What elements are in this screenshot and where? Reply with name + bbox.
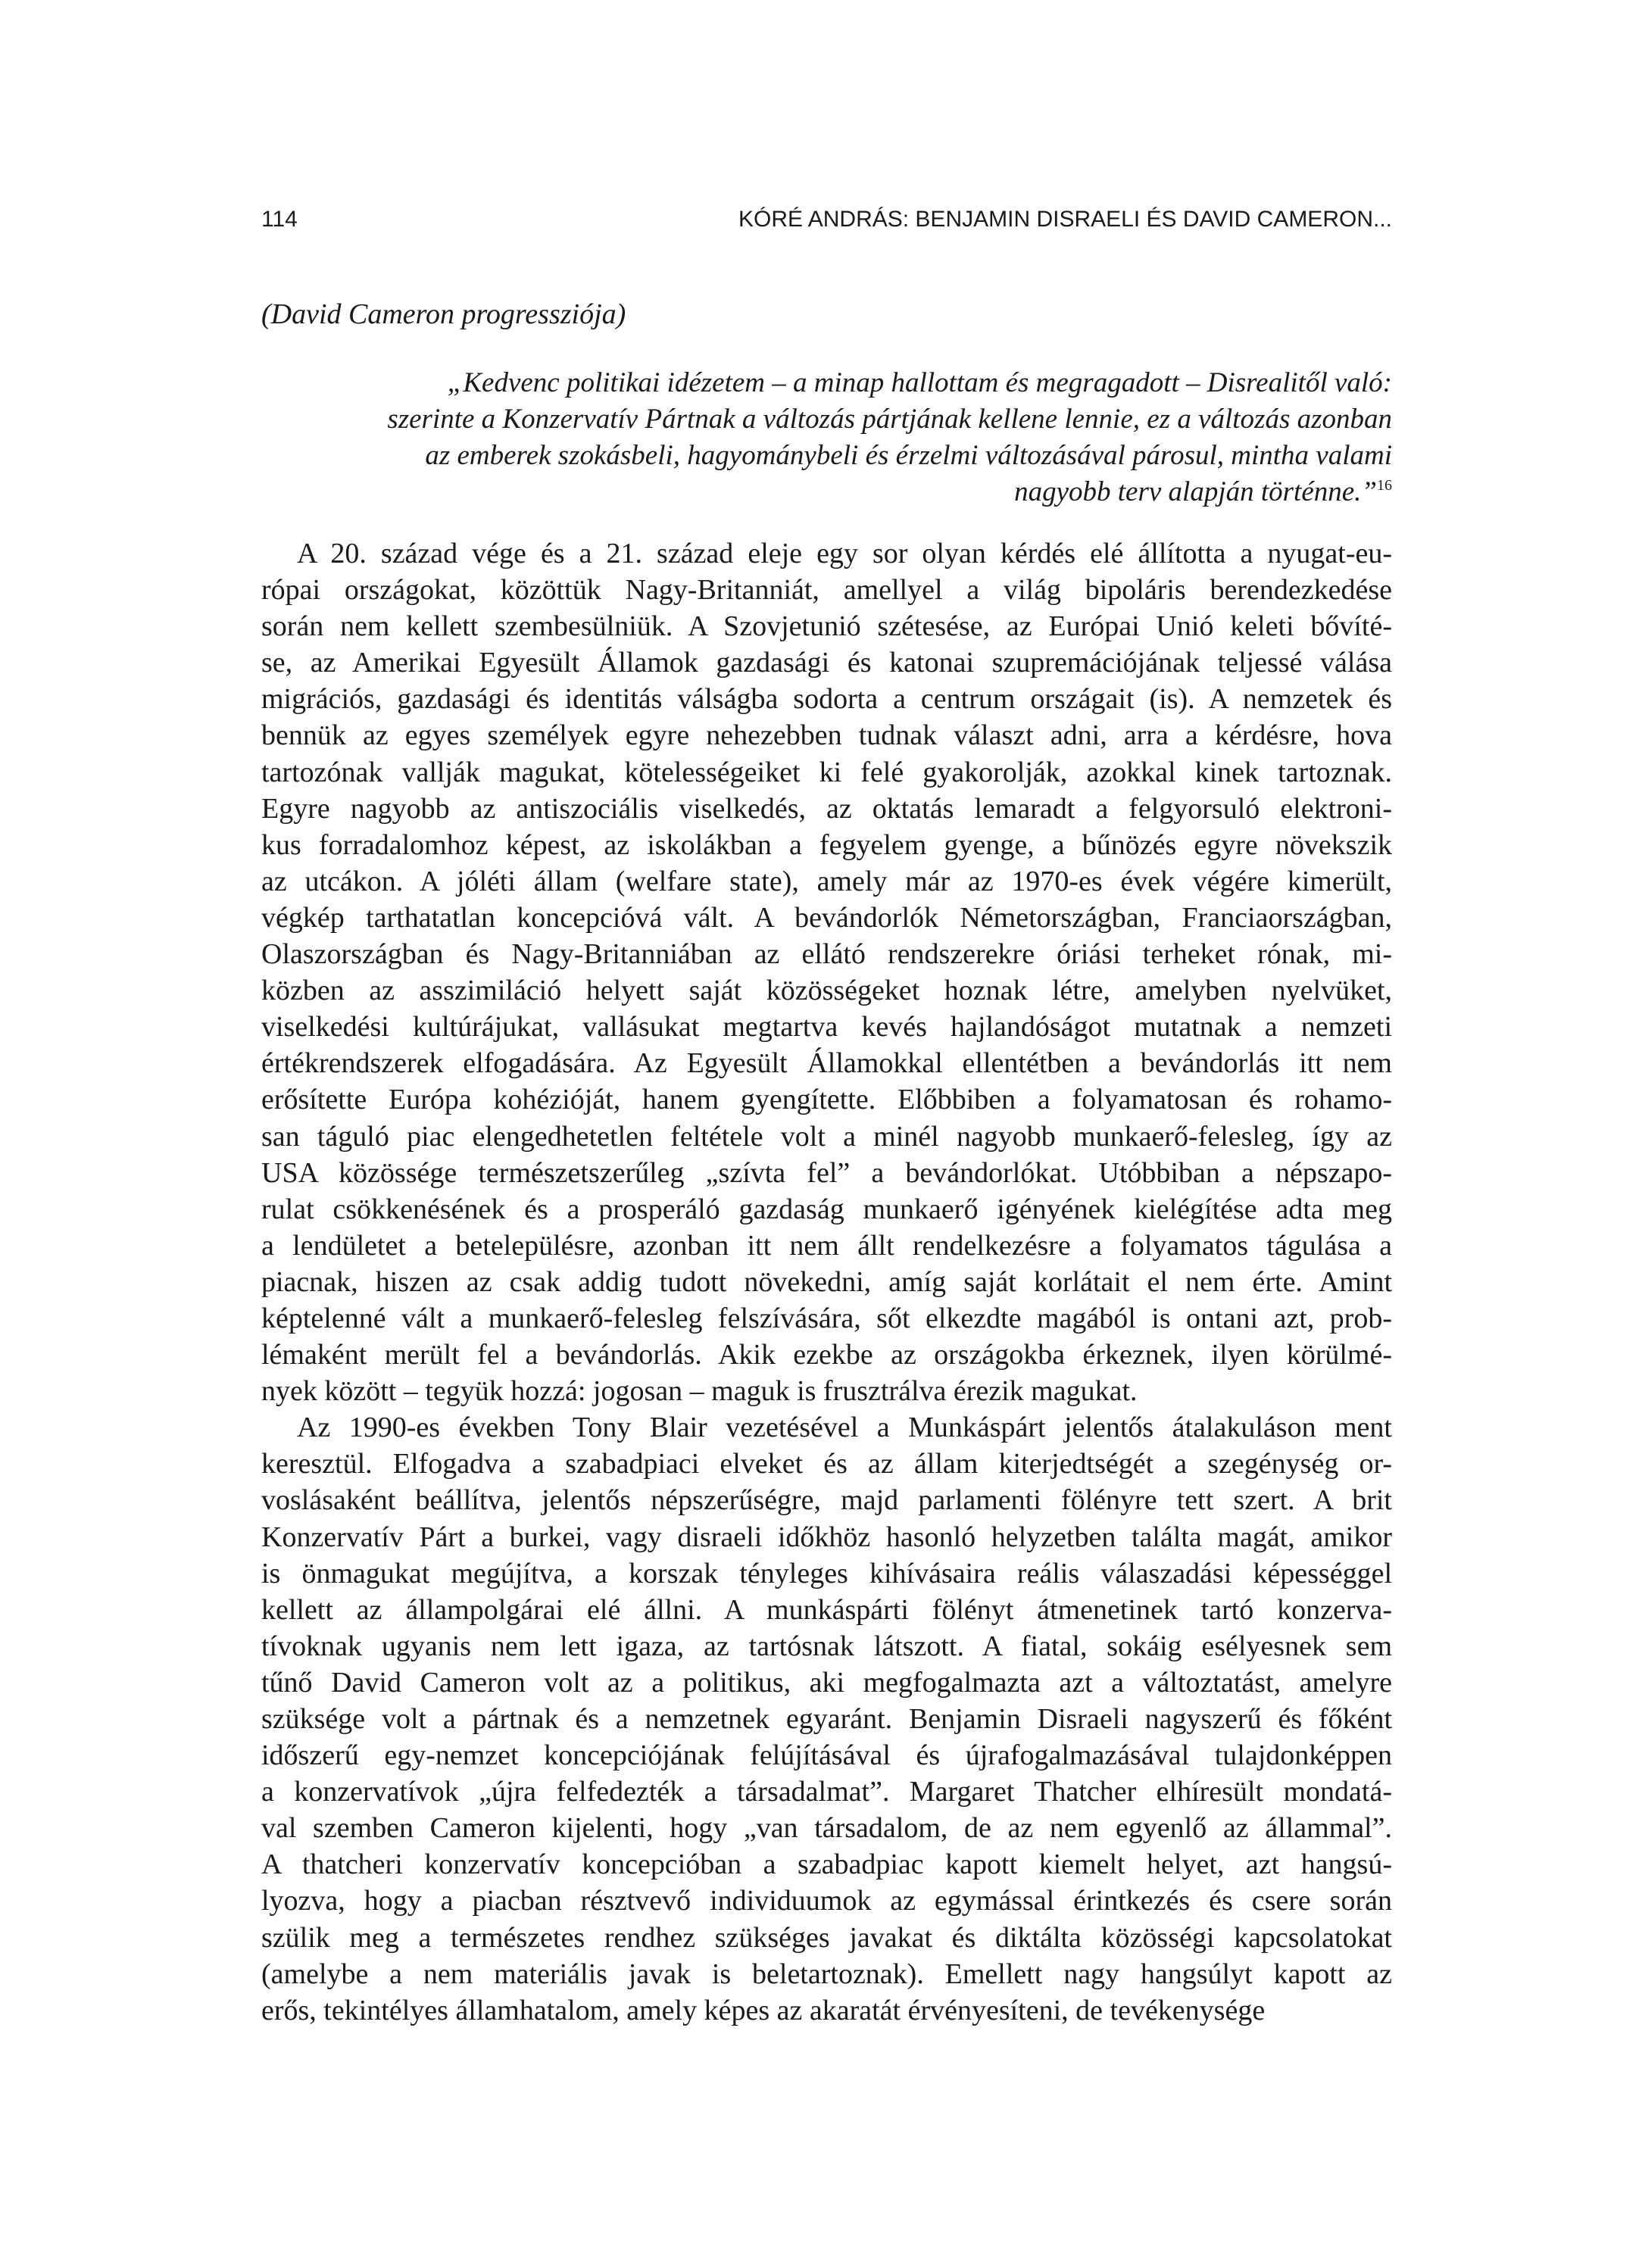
running-header — [261, 207, 1392, 237]
paragraph-line: keresztül. Elfogadva a szabadpiaci elveket és az állam kiterjedtségét a szegénység or- — [261, 1448, 1392, 1480]
paragraph-line: viselkedési kultúrájukat, vallásukat megtartva kevés hajlandóságot mutatnak a nemzeti — [261, 1011, 1392, 1044]
paragraph-line: rulat csökkenésének és a prosperáló gazdaság munkaerő igényének kielégítése adta meg — [261, 1193, 1392, 1225]
paragraph-line: migrációs, gazdasági és identitás válságba sodorta a centrum országait (is). A nemzetek és — [261, 683, 1392, 716]
paragraph-line: Az 1990-es években Tony Blair vezetésével a Munkáspárt jelentős átalakuláson ment — [297, 1412, 1392, 1444]
section-heading: (David Cameron progressziója) — [261, 298, 626, 330]
epigraph-line: az emberek szokásbeli, hagyománybeli és érzelmi változásával párosul, mintha valami — [425, 440, 1392, 471]
paragraph-line: tívoknak ugyanis nem lett igaza, az tartósnak látszott. A fiatal, sokáig esélyesnek sem — [261, 1630, 1392, 1662]
paragraph-line: Egyre nagyobb az antiszociális viselkedés, az oktatás lemaradt a felgyorsuló elektroni- — [261, 792, 1392, 825]
paragraph-line: se, az Amerikai Egyesült Államok gazdasági és katonai szupremációjának teljessé válása — [261, 647, 1392, 679]
epigraph-line: „Kedvenc politikai idézetem – a minap hallottam és megragadott – Disrealitől való: — [447, 367, 1392, 398]
paragraph-line: A thatcheri konzervatív koncepcióban a szabadpiac kapott kiemelt helyet, azt hangsú- — [261, 1848, 1392, 1881]
footnote-reference: 16 — [1377, 477, 1392, 494]
paragraph-line: során nem kellett szembesülniük. A Szovjetunió szétesése, az Európai Unió keleti bővíté- — [261, 610, 1392, 643]
paragraph-line: nyek között – tegyük hozzá: jogosan – maguk is frusztrálva érezik magukat. — [261, 1375, 1138, 1408]
paragraph-line: Konzervatív Párt a burkei, vagy disraeli időkhöz hasonló helyzetben találta magát, amikor — [261, 1521, 1392, 1553]
paragraph-line: tűnő David Cameron volt az a politikus, aki megfogalmazta azt a változtatást, amelyre — [261, 1666, 1392, 1699]
paragraph-line: san táguló piac elengedhetetlen feltétele volt a minél nagyobb munkaerő-felesleg, így az — [261, 1120, 1392, 1153]
paragraph-line: az utcákon. A jóléti állam (welfare state), amely már az 1970-es évek végére kimerült, — [261, 865, 1392, 897]
paragraph-line: kellett az állampolgárai elé állni. A munkáspárti fölényt átmenetinek tartó konzerva- — [261, 1593, 1392, 1626]
epigraph-line-text: nagyobb terv alapján történne.” — [1014, 476, 1377, 507]
paragraph-line: lémaként merült fel a bevándorlás. Akik ezekbe az országokba érkeznek, ilyen körülmé- — [261, 1339, 1392, 1371]
running-head-title: KÓRÉ ANDRÁS: BENJAMIN DISRAELI ÉS DAVID CAMERON... — [738, 207, 1392, 232]
body-text — [261, 535, 1392, 2029]
paragraph-line: is önmagukat megújítva, a korszak tényleges kihívásaira reális válaszadási képességgel — [261, 1557, 1392, 1589]
page-number: 114 — [261, 207, 298, 232]
paragraph-line: a konzervatívok „újra felfedezték a társadalmat”. Margaret Thatcher elhíresült mondatá- — [261, 1776, 1392, 1808]
epigraph-line-last — [261, 474, 1392, 510]
paragraph-line: bennük az egyes személyek egyre nehezebben tudnak választ adni, arra a kérdésre, hova — [261, 719, 1392, 752]
paragraph-line: lyozva, hogy a piacban résztvevő individuumok az egymással érintkezés és csere során — [261, 1885, 1392, 1917]
paragraph-line: erősítette Európa kohézióját, hanem gyengítette. Előbbiben a folyamatosan és rohamo- — [261, 1084, 1392, 1116]
epigraph-quote — [261, 365, 1392, 510]
paragraph-line: Olaszországban és Nagy-Britanniában az ellátó rendszerekre óriási terheket rónak, mi- — [261, 938, 1392, 971]
paragraph-line: időszerű egy-nemzet koncepciójának felújításával és újrafogalmazásával tulajdonképpen — [261, 1739, 1392, 1772]
epigraph-line: szerinte a Konzervatív Pártnak a változás pártjának kellene lennie, ez a változás azonban — [387, 404, 1392, 435]
paragraph-line: képtelenné vált a munkaerő-felesleg felszívására, sőt elkezdte magából is ontani azt, prob- — [261, 1302, 1392, 1334]
paragraph-line: szüksége volt a pártnak és a nemzetnek egyaránt. Benjamin Disraeli nagyszerű és főként — [261, 1703, 1392, 1735]
paragraph-line: közben az asszimiláció helyett saját közösségeket hoznak létre, amelyben nyelvüket, — [261, 975, 1392, 1007]
paragraph-line: val szemben Cameron kijelenti, hogy „van társadalom, de az nem egyenlő az állammal”. — [261, 1812, 1392, 1845]
paragraph-line: szülik meg a természetes rendhez szükséges javakat és diktálta közösségi kapcsolatokat — [261, 1921, 1392, 1954]
paragraph-line: piacnak, hiszen az csak addig tudott növekedni, amíg saját korlátait el nem érte. Amint — [261, 1265, 1392, 1298]
paragraph-line: USA közössége természetszerűleg „szívta fel” a bevándorlókat. Utóbbiban a népszapo- — [261, 1156, 1392, 1189]
paragraph-line: végkép tarthatatlan koncepcióvá vált. A bevándorlók Németországban, Franciaországban, — [261, 901, 1392, 934]
paragraph-line: A 20. század vége és a 21. század eleje egy sor olyan kérdés elé állította a nyugat-eu- — [297, 538, 1392, 569]
paragraph-line: (amelybe a nem materiális javak is beletartoznak). Emellett nagy hangsúlyt kapott az — [261, 1958, 1392, 1990]
paragraph-line: kus forradalomhoz képest, az iskolákban a fegyelem gyenge, a bűnözés egyre növekszik — [261, 828, 1392, 861]
paragraph-line: a lendületet a betelepülésre, azonban itt nem állt rendelkezésre a folyamatos tágulása a — [261, 1229, 1392, 1262]
paragraph-line: erős, tekintélyes államhatalom, amely képes az akaratát érvényesíteni, de tevékenysége — [261, 1994, 1266, 2026]
paragraph-line: voslásaként beállítva, jelentős népszerűségre, majd parlamenti fölényre tett szert. A brit — [261, 1484, 1392, 1517]
paragraph-line: tartozónak vallják magukat, kötelességeiket ki felé gyakorolják, azokkal kinek tartoznak. — [261, 756, 1392, 788]
paragraph-line: értékrendszerek elfogadására. Az Egyesült Államokkal ellentétben a bevándorlás itt nem — [261, 1047, 1392, 1080]
paragraph-line: rópai országokat, közöttük Nagy-Britanniát, amellyel a világ bipoláris berendezkedése — [261, 574, 1392, 607]
